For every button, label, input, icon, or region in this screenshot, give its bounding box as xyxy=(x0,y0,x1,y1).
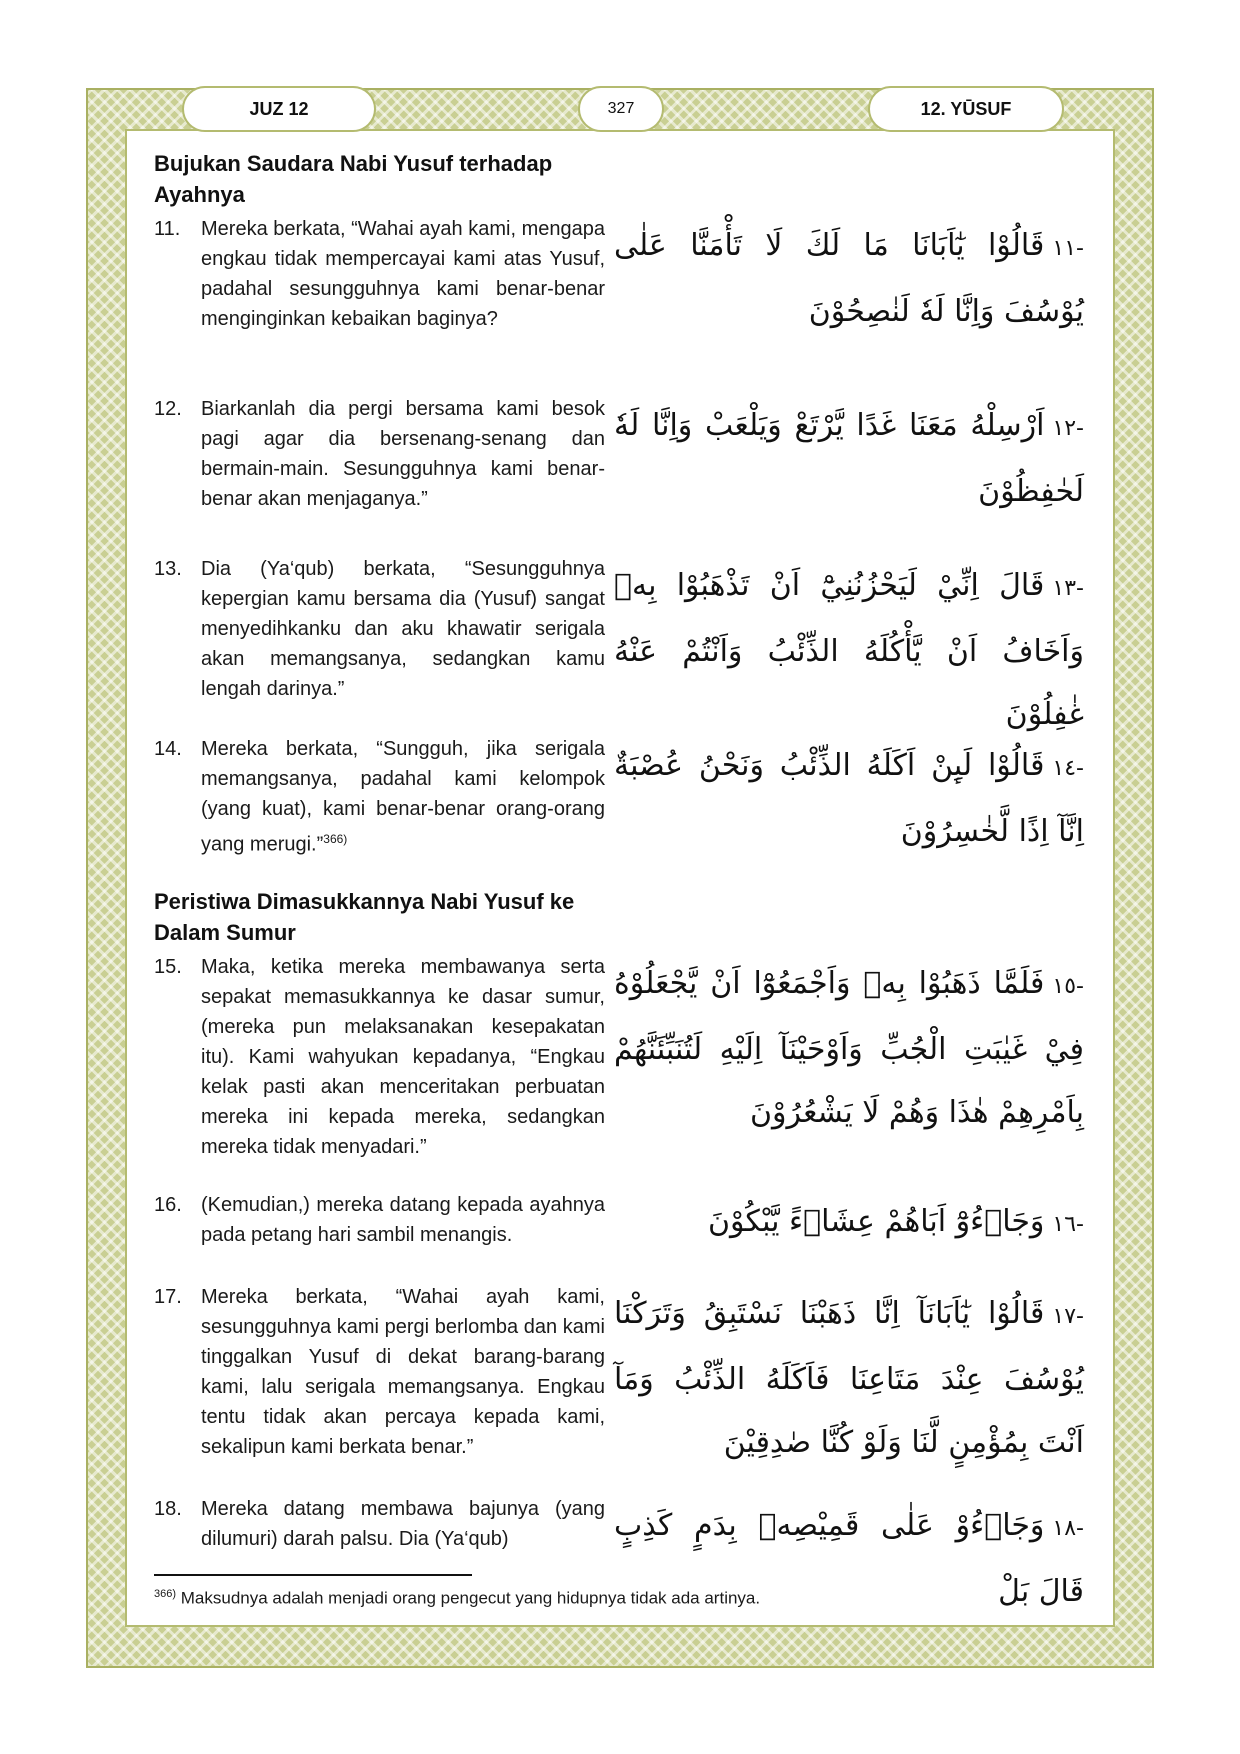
verse-number: 18. xyxy=(154,1498,182,1520)
verse-translation xyxy=(201,734,605,860)
arabic-text: قَالُوْا يٰٓاَبَانَا مَا لَكَ لَا تَأْمَنَّا عَلٰى يُوْسُفَ وَاِنَّا لَهٗ لَنٰصِحُوْنَ xyxy=(614,228,1084,329)
verse-number: 16. xyxy=(154,1194,182,1216)
verse-number: 11. xyxy=(154,218,181,240)
arabic-verse-number: -١٨ xyxy=(1052,1516,1084,1541)
verse-arabic xyxy=(614,554,1084,746)
footnote-text: Maksudnya adalah menjadi orang pengecut yang hidupnya tidak ada artinya. xyxy=(176,1588,761,1608)
arabic-verse-number: -١٦ xyxy=(1052,1212,1084,1237)
arabic-verse-number: -١١ xyxy=(1052,236,1084,261)
arabic-verse-number: -١٤ xyxy=(1052,756,1084,781)
section-heading: Peristiwa Dimasukkannya Nabi Yusuf ke Dalam Sumur xyxy=(154,889,575,945)
verse-number: 12. xyxy=(154,398,182,420)
verse-arabic xyxy=(614,214,1084,343)
section-heading: Bujukan Saudara Nabi Yusuf terhadap Ayahnya xyxy=(154,151,553,207)
verse-translation: Dia (Ya‘qub) berkata, “Sesungguhnya kepergian kamu bersama dia (Yusuf) sangat menyedihkanku dan aku khawatir serigala akan memangsanya, sedangkan kamu lengah darinya.” xyxy=(201,558,605,700)
verse-translation: (Kemudian,) mereka datang kepada ayahnya pada petang hari sambil menangis. xyxy=(201,1194,605,1246)
arabic-verse-number: -١٧ xyxy=(1052,1304,1084,1329)
surah-label: 12. YŪSUF xyxy=(868,86,1064,132)
arabic-text: قَالُوْا لَىِٕنْ اَكَلَهُ الذِّئْبُ وَنَحْنُ عُصْبَةٌ اِنَّآ اِذًا لَّخٰسِرُوْنَ xyxy=(614,748,1084,849)
arabic-verse-number: -١٢ xyxy=(1052,416,1084,441)
verse-arabic xyxy=(614,1282,1084,1474)
page-number: 327 xyxy=(578,86,664,132)
arabic-text: اَرْسِلْهُ مَعَنَا غَدًا يَّرْتَعْ وَيَلْعَبْ وَاِنَّا لَهٗ لَحٰفِظُوْنَ xyxy=(614,408,1084,509)
footnote-divider xyxy=(154,1574,472,1576)
verse-translation: Mereka datang membawa bajunya (yang dilumuri) darah palsu. Dia (Ya‘qub) xyxy=(201,1498,605,1550)
verse-translation: Maka, ketika mereka membawanya serta sepakat memasukkannya ke dasar sumur, (mereka pun melaksanakan kesepakatan itu). Kami wahyukan kepadanya, “Engkau kelak pasti akan menceritakan perbuatan mereka ini kepada mereka, sedangkan mereka tidak menyadari.” xyxy=(201,956,605,1158)
juz-label: JUZ 12 xyxy=(182,86,376,132)
verse-arabic xyxy=(614,394,1084,523)
footnote xyxy=(154,1582,1054,1611)
footnote-reference: 366) xyxy=(323,832,348,846)
arabic-text: وَجَاۤءُوْٓ اَبَاهُمْ عِشَاۤءً يَّبْكُوْنَ xyxy=(708,1204,1045,1239)
verse-number: 15. xyxy=(154,956,182,978)
verse-translation: Mereka berkata, “Wahai ayah kami, mengapa engkau tidak mempercayai kami atas Yusuf, padahal sesungguhnya kami benar-benar menginginkan kebaikan baginya? xyxy=(201,218,605,330)
verse-number: 17. xyxy=(154,1286,182,1308)
arabic-text: قَالَ اِنِّيْ لَيَحْزُنُنِيْٓ اَنْ تَذْهَبُوْا بِهٖ وَاَخَافُ اَنْ يَّأْكُلَهُ الذِّئْبُ وَاَنْتُمْ عَنْهُ غٰفِلُوْنَ xyxy=(614,568,1084,732)
arabic-verse-number: -١٣ xyxy=(1052,576,1084,601)
verse-text: Mereka berkata, “Sungguh, jika serigala memangsanya, padahal kami kelompok (yang kuat), kami benar-benar orang-orang yang merugi.” xyxy=(201,738,605,856)
arabic-text: وَجَاۤءُوْ عَلٰى قَمِيْصِهٖ بِدَمٍ كَذِبٍ قَالَ بَلْ xyxy=(614,1508,1084,1609)
verse-arabic xyxy=(614,734,1084,863)
arabic-text: فَلَمَّا ذَهَبُوْا بِهٖ وَاَجْمَعُوْٓا اَنْ يَّجْعَلُوْهُ فِيْ غَيٰبَتِ الْجُبِّ وَاَوْحَيْنَآ اِلَيْهِ لَتُنَبِّئَنَّهُمْ بِاَمْرِهِمْ هٰذَا وَهُمْ لَا يَشْعُرُوْنَ xyxy=(614,966,1084,1130)
arabic-verse-number: -١٥ xyxy=(1052,974,1084,999)
verse-number: 13. xyxy=(154,558,182,580)
arabic-text: قَالُوْا يٰٓاَبَانَآ اِنَّا ذَهَبْنَا نَسْتَبِقُ وَتَرَكْنَا يُوْسُفَ عِنْدَ مَتَاعِنَا فَاَكَلَهُ الذِّئْبُ وَمَآ اَنْتَ بِمُؤْمِنٍ لَّنَا وَلَوْ كُنَّا صٰدِقِيْنَ xyxy=(614,1296,1084,1460)
verse-number: 14. xyxy=(154,738,182,760)
footnote-marker: 366) xyxy=(154,1588,177,1600)
verse-arabic xyxy=(614,952,1084,1144)
verse-arabic xyxy=(614,1190,1084,1256)
verse-translation: Mereka berkata, “Wahai ayah kami, sesungguhnya kami pergi berlomba dan kami tinggalkan Yusuf di dekat barang-barang kami, lalu serigala memangsanya. Engkau tentu tidak akan percaya kepada kami, sekalipun kami berkata benar.” xyxy=(201,1286,605,1458)
verse-translation: Biarkanlah dia pergi bersama kami besok pagi agar dia bersenang-senang dan bermain-main. Sesungguhnya kami benar-benar akan menjaganya.” xyxy=(201,398,605,510)
